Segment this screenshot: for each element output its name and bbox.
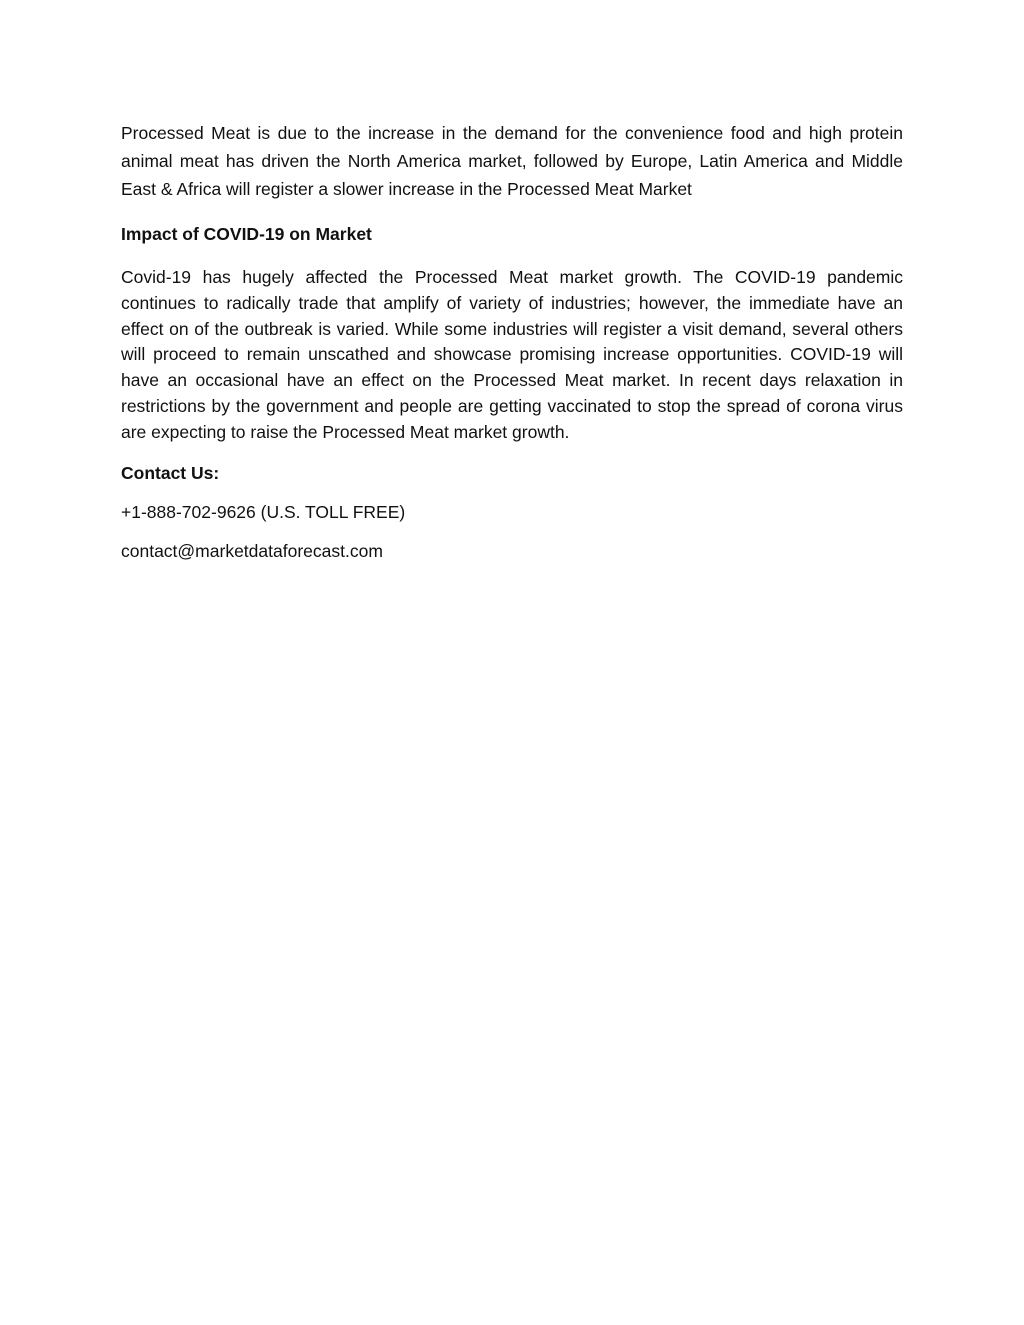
covid-impact-heading: Impact of COVID-19 on Market bbox=[121, 224, 372, 244]
contact-email: contact@marketdataforecast.com bbox=[121, 540, 383, 561]
contact-heading: Contact Us: bbox=[121, 462, 220, 483]
covid-impact-paragraph: Covid-19 has hugely affected the Processed Meat market growth. The COVID-19 pandemic continues to radically trade that amplify of variety of industries; however, the immediate have an effect on of the outbreak is varied. While some industries will register a visit demand, several others will proceed to remain unscathed and showcase promising increase opportunities. COVID-19 will have an occasional have an effect on the Processed Meat market. In recent days relaxation in restrictions by the government and people are getting vaccinated to stop the spread of corona virus are expecting to raise the Processed Meat market growth. bbox=[121, 267, 903, 442]
document-page bbox=[121, 119, 903, 565]
intro-paragraph: Processed Meat is due to the increase in the demand for the convenience food and high protein animal meat has driven the North America market, followed by Europe, Latin America and Middle East & Africa will register a slower increase in the Processed Meat Market bbox=[121, 123, 903, 199]
contact-phone: +1-888-702-9626 (U.S. TOLL FREE) bbox=[121, 501, 406, 522]
